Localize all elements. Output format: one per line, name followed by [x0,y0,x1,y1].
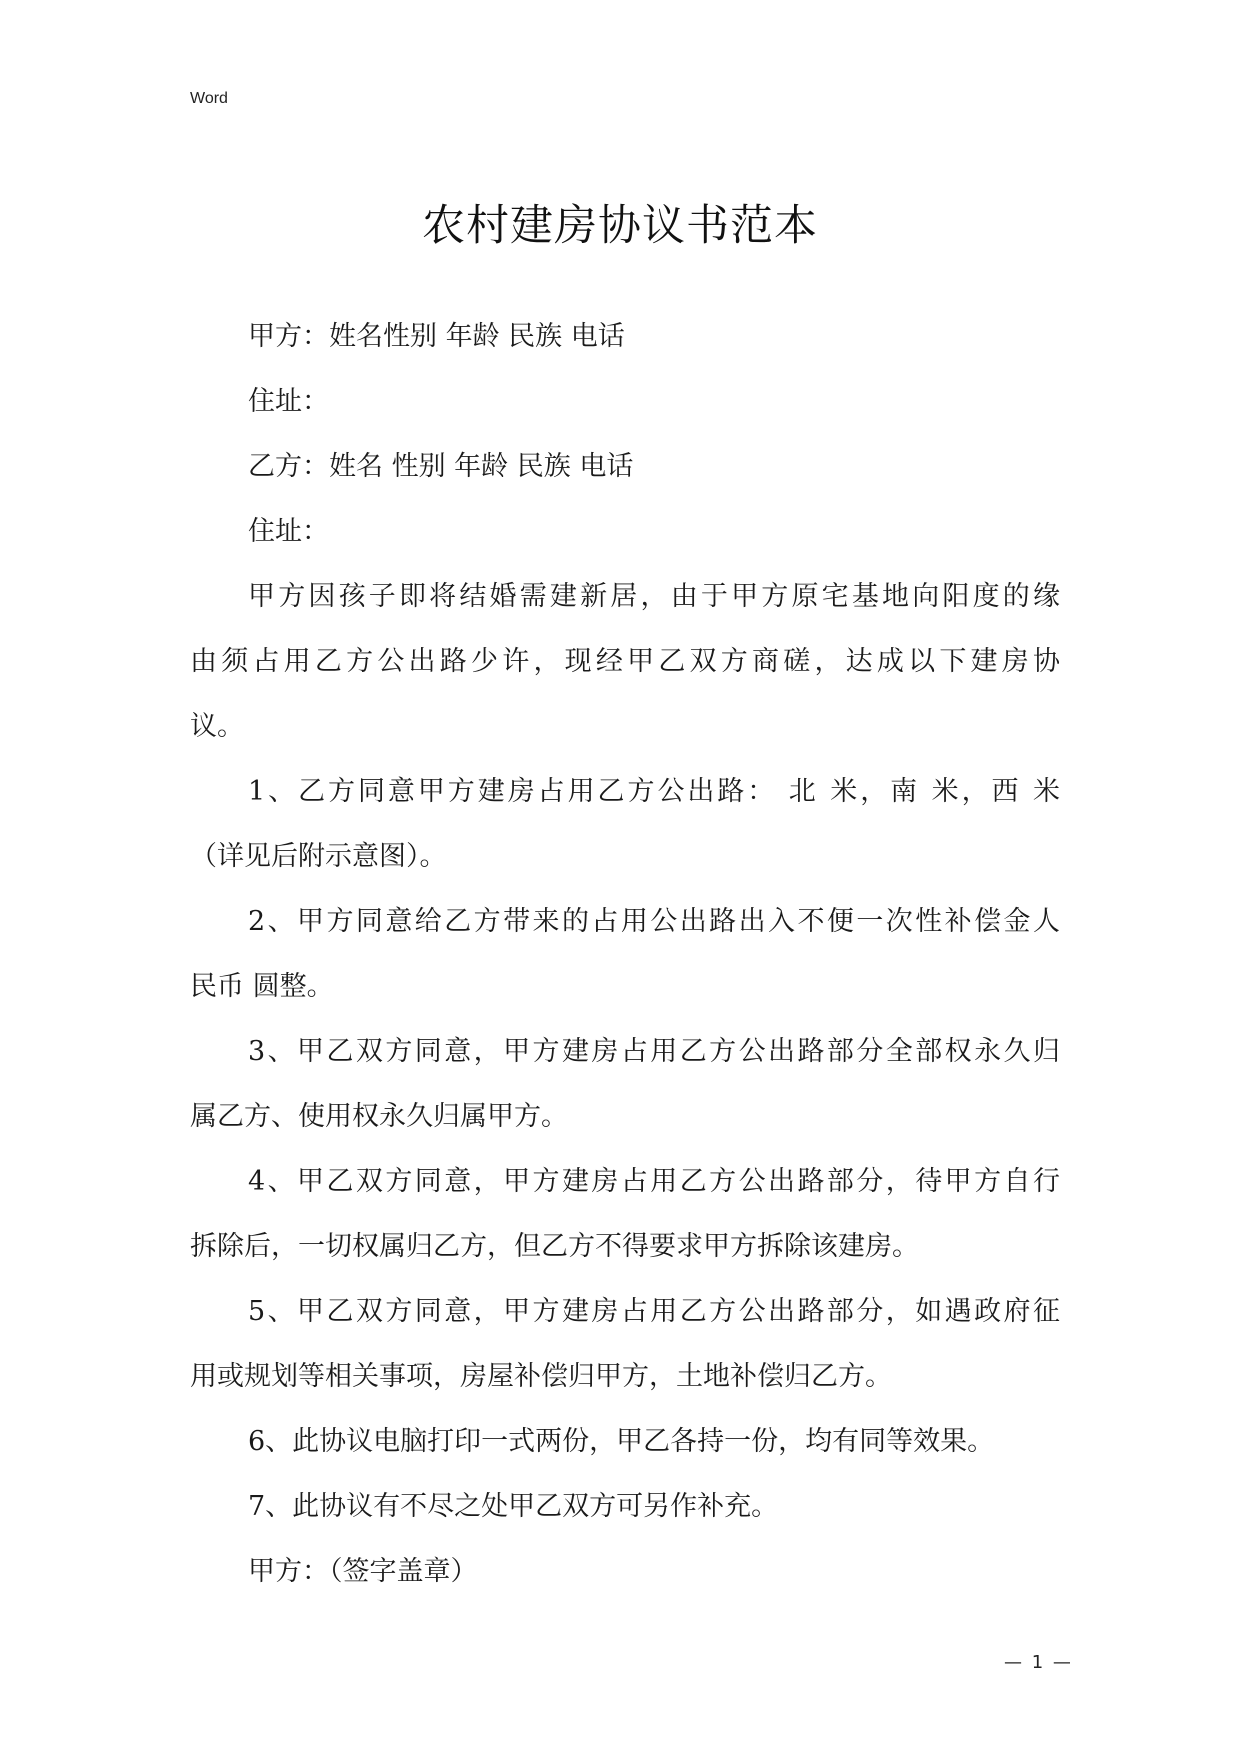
document-body [190,304,1060,1604]
clause-1-line-1: 1、乙方同意甲方建房占用乙方公出路： 北 米，南 米，西 米 [248,776,1060,807]
intro-line-3: 议。 [190,711,244,742]
clause-5-line-1: 5、甲乙双方同意，甲方建房占用乙方公出路部分，如遇政府征 [248,1296,1060,1327]
page-header-label: Word [190,90,228,107]
signature-party-a: 甲方：（签字盖章） [248,1556,478,1587]
party-b-address: 住址： [248,516,329,547]
intro-line-2: 由须占用乙方公出路少许，现经甲乙双方商磋，达成以下建房协 [190,646,1060,677]
clause-7-line-1: 7、此协议有不尽之处甲乙双方可另作补充。 [248,1491,779,1522]
clause-2-line-1: 2、甲方同意给乙方带来的占用公出路出入不便一次性补偿金人 [248,906,1060,937]
document-title: 农村建房协议书范本 [422,201,818,251]
clause-3-line-1: 3、甲乙双方同意，甲方建房占用乙方公出路部分全部权永久归 [248,1036,1060,1067]
clause-4-line-2: 拆除后，一切权属归乙方，但乙方不得要求甲方拆除该建房。 [190,1231,919,1262]
clause-3-line-2: 属乙方、使用权永久归属甲方。 [190,1101,568,1132]
intro-line-1: 甲方因孩子即将结婚需建新居，由于甲方原宅基地向阳度的缘 [248,581,1060,612]
clause-5-line-2: 用或规划等相关事项，房屋补偿归甲方，土地补偿归乙方。 [190,1361,892,1392]
clause-6-line-1: 6、此协议电脑打印一式两份，甲乙各持一份，均有同等效果。 [248,1426,995,1457]
party-a-address: 住址： [248,386,329,417]
clause-1-line-2: （详见后附示意图）。 [190,841,447,872]
page-number: — 1 — [1004,1652,1073,1673]
party-b-info: 乙方：姓名 性别 年龄 民族 电话 [248,451,634,482]
clause-2-line-2: 民币 圆整。 [190,971,334,1002]
party-a-info: 甲方：姓名性别 年龄 民族 电话 [248,321,625,352]
clause-4-line-1: 4、甲乙双方同意，甲方建房占用乙方公出路部分，待甲方自行 [248,1166,1060,1197]
